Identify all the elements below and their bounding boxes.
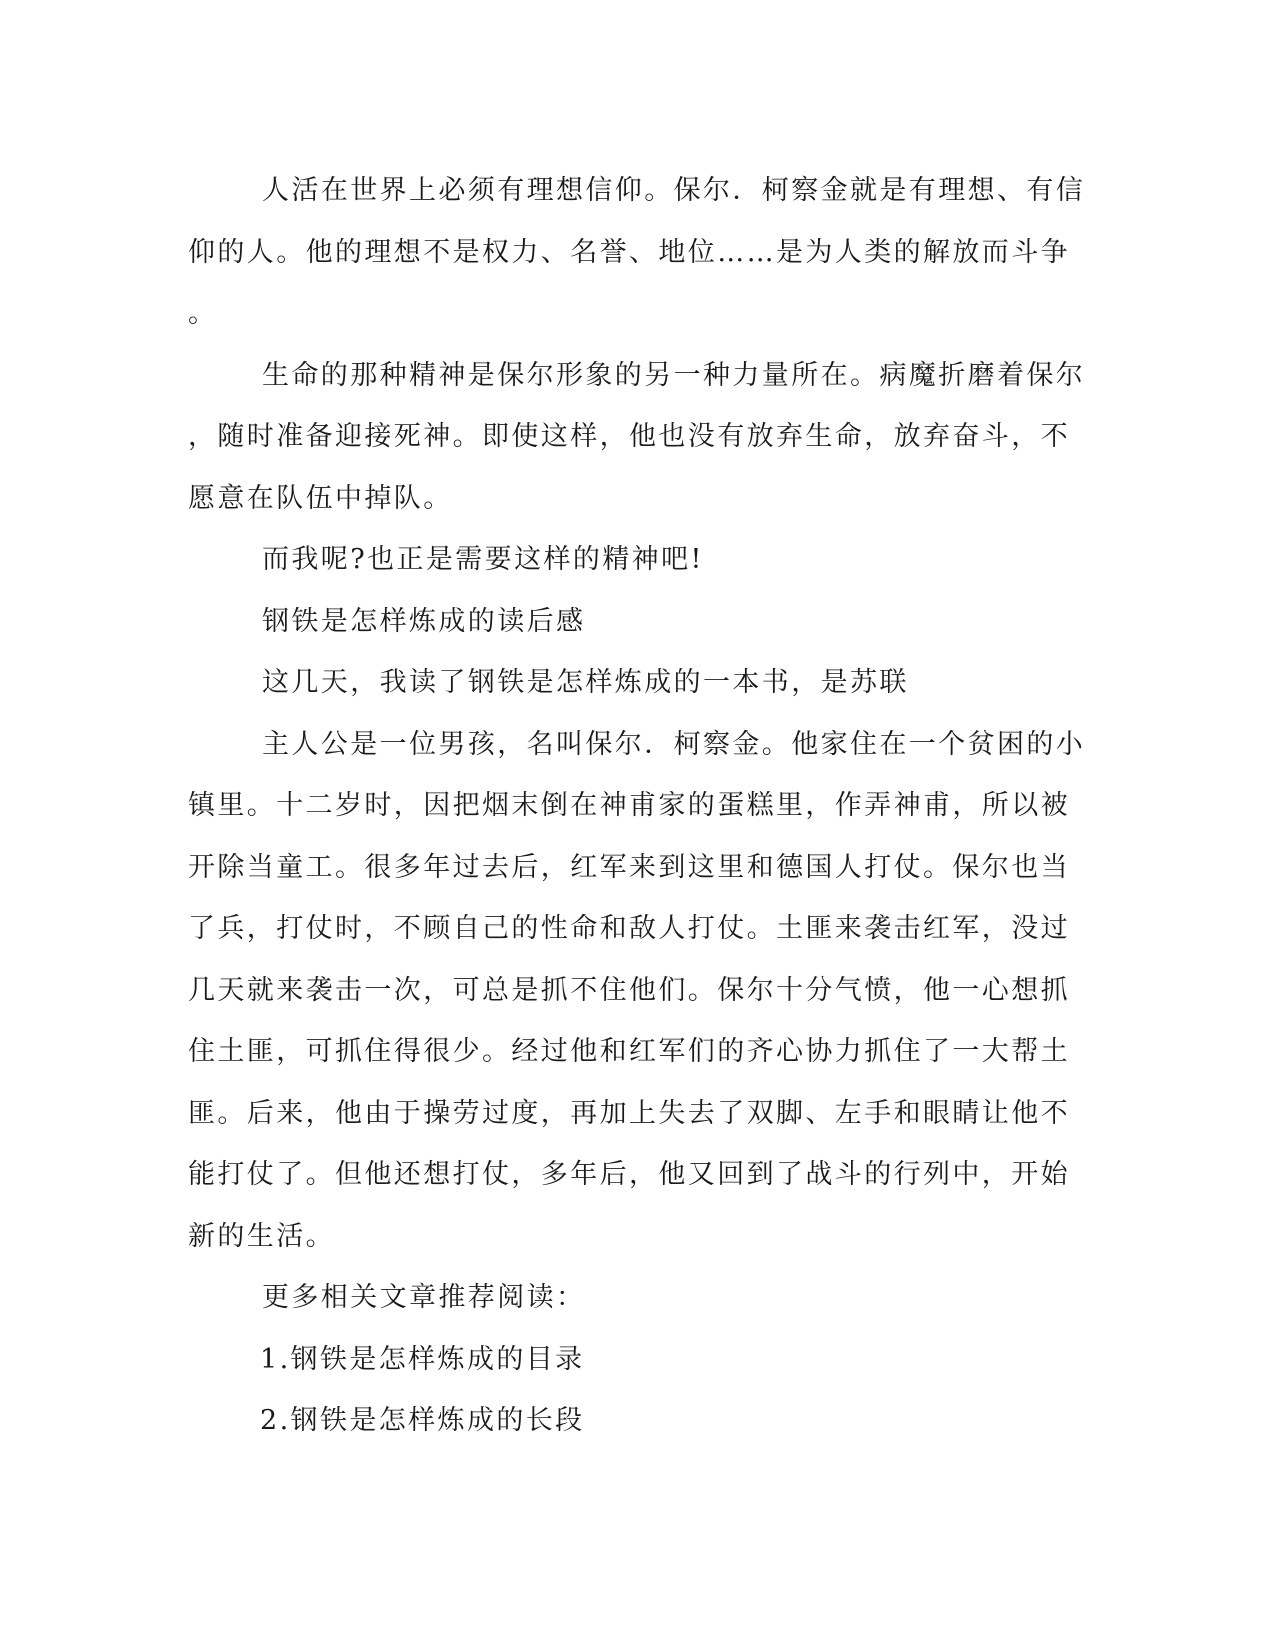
paragraph-line: 住土匪，可抓住得很少。经过他和红军们的齐心协力抓住了一大帮土: [188, 1036, 1070, 1067]
paragraph-line: 镇里。十二岁时，因把烟末倒在神甫家的蛋糕里，作弄神甫，所以被: [188, 790, 1070, 821]
section-title: 钢铁是怎样炼成的读后感: [262, 605, 586, 637]
paragraph-line: 人活在世界上必须有理想信仰。保尔．柯察金就是有理想、有信: [262, 175, 1086, 206]
paragraph-line: 几天就来袭击一次，可总是抓不住他们。保尔十分气愤，他一心想抓: [188, 974, 1070, 1006]
paragraph-spirit: [188, 345, 1086, 530]
paragraph-line: 愿意在队伍中掉队。: [188, 482, 453, 514]
related-heading: 更多相关文章推荐阅读：: [262, 1282, 586, 1313]
paragraph-line: 主人公是一位男孩，名叫保尔．柯察金。他家住在一个贫困的小: [262, 728, 1086, 760]
paragraph-line: ，随时准备迎接死神。即使这样，他也没有放弃生命，放弃奋斗，不: [188, 421, 1070, 452]
paragraph-line: 匪。后来，他由于操劳过度，再加上失去了双脚、左手和眼睛让他不: [188, 1097, 1070, 1129]
paragraph-line: 了兵，打仗时，不顾自己的性命和敌人打仗。土匪来袭击红军，没过: [188, 913, 1070, 944]
paragraph-line: 。: [188, 298, 218, 329]
document-body: [188, 160, 1086, 1452]
related-link-contents[interactable]: 1.钢铁是怎样炼成的目录: [260, 1343, 585, 1375]
paragraph-line: 仰的人。他的理想不是权力、名誉、地位……是为人类的解放而斗争: [188, 236, 1070, 268]
paragraph-story: [188, 714, 1086, 1268]
paragraph-line: 生命的那种精神是保尔形象的另一种力量所在。病魔折磨着保尔: [262, 359, 1086, 391]
related-link-long-passages[interactable]: 2.钢铁是怎样炼成的长段: [260, 1405, 585, 1436]
paragraph-line: 新的生活。: [188, 1220, 335, 1252]
related-links-list: [188, 1329, 1078, 1452]
paragraph-intro: 这几天，我读了钢铁是怎样炼成的一本书，是苏联: [262, 667, 909, 698]
paragraph-ideal-belief: [188, 160, 1086, 345]
paragraph-line: 开除当童工。很多年过去后，红军来到这里和德国人打仗。保尔也当: [188, 851, 1070, 883]
paragraph-line: 能打仗了。但他还想打仗，多年后，他又回到了战斗的行列中，开始: [188, 1159, 1070, 1190]
paragraph-question: 而我呢?也正是需要这样的精神吧!: [262, 544, 704, 575]
